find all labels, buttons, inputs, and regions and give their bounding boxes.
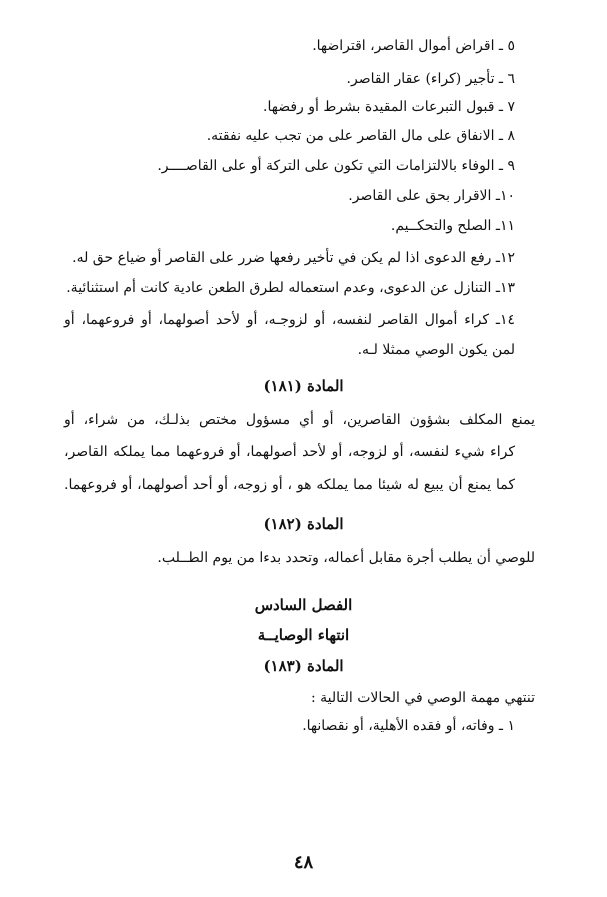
item-13: ١٣ـ التنازل عن الدعوى، وعدم استعماله لطرق الطعن عادية كانت أم استثنائية. [66,280,515,296]
article-182-line-1: للوصي أن يطلب أجرة مقابل أعماله، وتحدد بدءا من يوم الطــلب. [157,550,535,566]
article-182-heading: المادة (١٨٢) [263,515,344,533]
article-181-line-2: كراء شيء لنفسه، أو لزوجه، أو لأحد أصولهما، أو فروعهما مما يملكه القاصر، [64,444,515,460]
chapter-title: الفصل السادس [254,596,353,614]
article-181-line-1: يمنع المكلف بشؤون القاصرين، أو أي مسؤول مختص بذلـك، من شراء، أو [64,412,535,428]
article-181-heading: المادة (١٨١) [263,377,344,395]
item-8: ٨ ـ الانفاق على مال القاصر على من تجب عليه نفقته. [206,128,515,144]
item-10: ١٠ـ الاقرار بحق على القاصر. [348,188,515,204]
item-9: ٩ ـ الوفاء بالالتزامات التي تكون على التركة أو على القاصــــر. [157,158,515,174]
item-11: ١١ـ الصلح والتحكــيم. [390,218,515,234]
article-183-line-1: تنتهي مهمة الوصي في الحالات التالية : [310,690,535,706]
item-5: ٥ ـ اقراض أموال القاصر، اقتراضها. [312,38,515,54]
item-7: ٧ ـ قبول التبرعات المقيدة بشرط أو رفضها. [263,99,515,115]
item-12: ١٢ـ رفع الدعوى اذا لم يكن في تأخير رفعها ضرر على القاصر أو ضياع حق له. [72,250,515,266]
page-number: ٤٨ [293,852,314,873]
article-181-line-3: كما يمنع أن يبيع له شيئا مما يملكه هو ، أو زوجه، أو أحد أصولهما، أو فروعهما. [64,477,515,493]
item-14: ١٤ـ كراء أموال القاصر لنفسه، أو لزوجـه، أو لأحد أصولهما، أو فروعهما، أو [64,312,515,328]
article-183-line-2: ١ ـ وفاته، أو فقده الأهلية، أو نقصانها. [302,718,515,734]
article-183-heading: المادة (١٨٣) [263,657,344,675]
item-14-continuation: لمن يكون الوصي ممثلا لـه. [357,342,515,358]
chapter-subtitle: انتهاء الوصايــة [257,626,350,644]
item-6: ٦ ـ تأجير (كراء) عقار القاصر. [346,71,515,87]
